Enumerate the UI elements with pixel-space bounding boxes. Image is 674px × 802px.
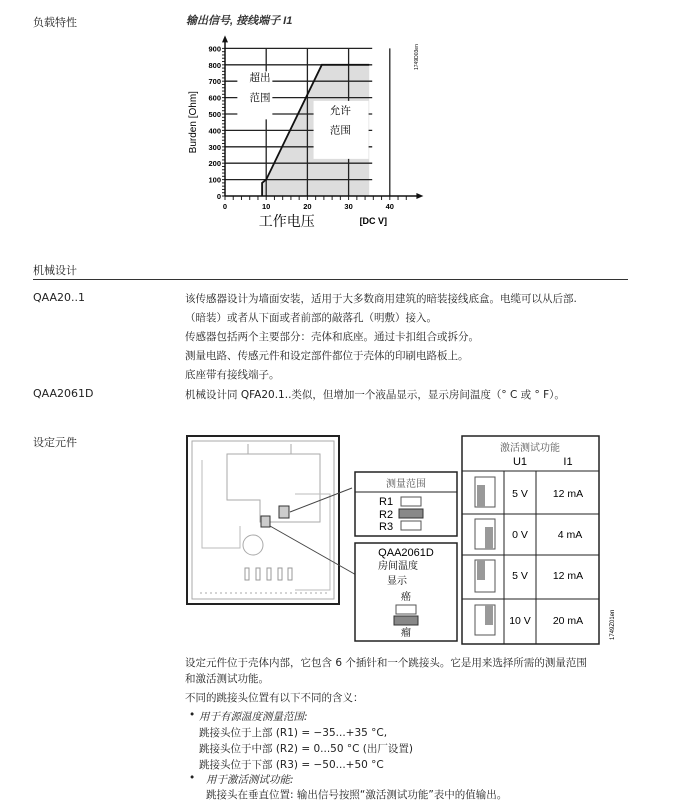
y-tick-label: 300 bbox=[208, 142, 221, 152]
burden-chart bbox=[180, 0, 440, 235]
room-temp-label: 房间温度 bbox=[378, 561, 418, 572]
figure-code: 1749Z01en bbox=[610, 609, 616, 640]
qaa2061d-box bbox=[355, 543, 457, 641]
bullet-line: 跳接头位于下部 (R3) = −50...+50 °C bbox=[199, 759, 384, 771]
x-tick-label: 10 bbox=[262, 202, 271, 211]
bullet-title: 用于激活测试功能: bbox=[206, 774, 294, 786]
x-tick-label: 0 bbox=[222, 202, 228, 211]
col-u1: U1 bbox=[512, 456, 528, 468]
allowed-range-label: 允许 bbox=[329, 105, 351, 117]
x-axis-unit: [DC V] bbox=[359, 216, 388, 226]
y-axis-label: Burden [Ohm] bbox=[188, 91, 199, 154]
x-axis-label: 工作电压 bbox=[258, 213, 315, 229]
allowed-range-label: 范围 bbox=[329, 124, 351, 137]
jumper-on-label: 癌 bbox=[401, 592, 411, 603]
row3-u: 5 V bbox=[512, 570, 528, 582]
y-tick-label: 500 bbox=[208, 110, 221, 119]
section-mechanical-design: 机械设计 bbox=[33, 264, 77, 277]
section-load-characteristics: 负载特性 bbox=[33, 16, 77, 29]
x-tick-label: 30 bbox=[344, 202, 353, 211]
r3-label: R3 bbox=[379, 521, 394, 533]
row4-u: 10 V bbox=[509, 615, 531, 627]
row2-u: 0 V bbox=[512, 529, 528, 541]
display-label: 显示 bbox=[387, 576, 407, 587]
mech-line: （暗装）或者从下面或者前部的敲落孔（明敷）接入。 bbox=[185, 312, 437, 324]
x-axis-arrow bbox=[416, 193, 423, 199]
mech-line: 底座带有接线端子。 bbox=[185, 369, 280, 381]
bullet-icon: • bbox=[189, 772, 196, 784]
y-tick-label: 600 bbox=[208, 93, 221, 103]
r1-label: R1 bbox=[379, 496, 394, 508]
y-tick-label: 800 bbox=[208, 60, 221, 70]
bullet-title: 用于有源温度测量范围: bbox=[199, 711, 308, 723]
bullet-line: 跳接头位于中部 (R2) = 0...50 °C (出厂设置) bbox=[199, 743, 413, 755]
setting-line: 不同的跳接头位置有以下不同的含义： bbox=[185, 692, 364, 704]
model-qaa2061d: QAA2061D bbox=[33, 387, 94, 400]
row1-u: 5 V bbox=[512, 488, 528, 500]
chart-title: 输出信号, 接线端子 I1 bbox=[186, 15, 293, 27]
y-tick-label: 900 bbox=[208, 44, 221, 54]
jumper-off-label: 瘤 bbox=[401, 628, 411, 639]
chart-code: 1749D03en bbox=[414, 44, 420, 70]
range-title: 测量范围 bbox=[386, 479, 426, 490]
device-housing-drawing bbox=[187, 436, 358, 604]
setting-line: 和激活测试功能。 bbox=[185, 673, 269, 685]
row3-i: 12 mA bbox=[552, 570, 584, 582]
y-tick-label: 400 bbox=[208, 126, 221, 136]
mech-line: 传感器包括两个主要部分：壳体和底座。通过卡扣组合或拆分。 bbox=[185, 331, 479, 343]
bullet-line: 跳接头位于上部 (R1) = −35...+35 °C, bbox=[199, 727, 388, 739]
bullet-icon: • bbox=[189, 709, 196, 721]
y-tick-label: 100 bbox=[208, 175, 221, 185]
fig-model: QAA2061D bbox=[378, 547, 434, 559]
row2-i: 4 mA bbox=[557, 529, 583, 541]
row4-i: 20 mA bbox=[552, 615, 584, 627]
x-tick-label: 40 bbox=[385, 202, 394, 211]
mech-line: 该传感器设计为墙面安装，适用于大多数商用建筑的暗装接线底盒。电缆可以从后部. bbox=[185, 293, 577, 305]
setting-line: 设定元件位于壳体内部，它包含 6 个插针和一个跳接头。它是用来选择所需的测量范围 bbox=[185, 657, 587, 669]
y-tick-label: 700 bbox=[208, 77, 221, 87]
measuring-range-box bbox=[355, 472, 457, 536]
y-tick-label: 0 bbox=[216, 192, 221, 201]
x-tick-label: 20 bbox=[303, 202, 312, 211]
test-title: 激活测试功能 bbox=[500, 443, 560, 454]
r2-label: R2 bbox=[379, 509, 394, 521]
out-of-range-label: 范围 bbox=[249, 91, 271, 104]
mech-line: 测量电路、传感元件和设定部件都位于壳体的印刷电路板上。 bbox=[185, 350, 469, 362]
bullet-line: 跳接头在垂直位置: 输出信号按照“激活测试功能”表中的值输出。 bbox=[206, 789, 508, 801]
section-setting-elements: 设定元件 bbox=[33, 436, 77, 449]
y-axis-arrow bbox=[222, 35, 228, 42]
out-of-range-label: 超出 bbox=[249, 72, 271, 85]
row1-i: 12 mA bbox=[552, 488, 584, 500]
setting-figure bbox=[180, 430, 630, 650]
y-tick-label: 200 bbox=[208, 159, 221, 169]
test-function-table bbox=[462, 436, 599, 644]
mech-line-b: 机械设计同 QFA20.1..类似，但增加一个液晶显示，显示房间温度（° C 或 ° F）。 bbox=[185, 389, 565, 401]
divider bbox=[33, 279, 628, 280]
col-i1: I1 bbox=[563, 456, 573, 468]
model-qaa20-1: QAA20..1 bbox=[33, 291, 86, 304]
